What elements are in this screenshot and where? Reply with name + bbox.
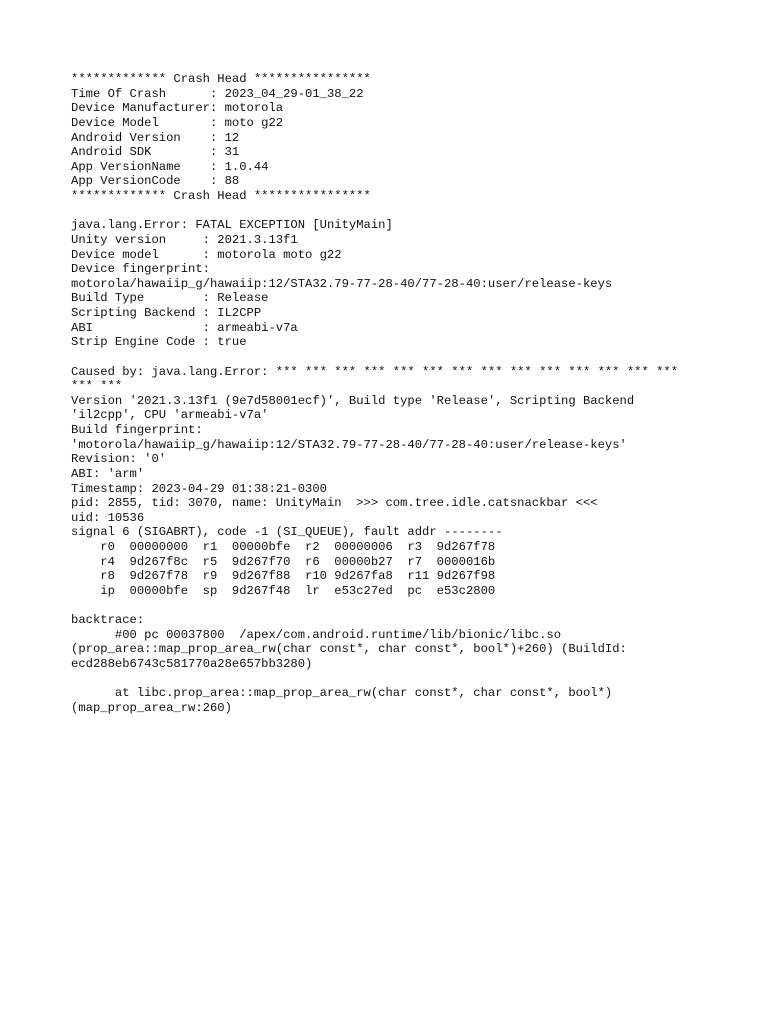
- backtrace-frame-continuation: (prop_area::map_prop_area_rw(char const*, char const*, bool*)+260) (BuildId:: [71, 642, 627, 657]
- register-row: ip 00000bfe sp 9d267f48 lr e53c27ed pc e53c2800: [71, 583, 496, 598]
- backtrace-label: backtrace:: [71, 613, 145, 628]
- blank-line: [71, 350, 731, 365]
- crash-head-banner-top: ************* Crash Head ****************: [71, 72, 371, 86]
- strip-engine-code-line: Strip Engine Code : true: [71, 335, 247, 350]
- scripting-backend-line: Scripting Backend : IL2CPP: [71, 306, 262, 320]
- unity-version-line: Unity version : 2021.3.13f1: [71, 232, 298, 247]
- register-row: r0 00000000 r1 00000bfe r2 00000006 r3 9d267f78: [71, 540, 496, 554]
- device-manufacturer-line: Device Manufacturer: motorola: [71, 101, 284, 116]
- device-fingerprint-label: Device fingerprint:: [71, 262, 210, 277]
- abi-line: ABI : armeabi-v7a: [71, 320, 298, 335]
- version-info-line: Version '2021.3.13f1 (9e7d58001ecf)', Build type 'Release', Scripting Backend: [71, 393, 635, 408]
- timestamp-line: Timestamp: 2023-04-29 01:38:21-0300: [71, 481, 327, 496]
- build-fingerprint-value: 'motorola/hawaiip_g/hawaiip:12/STA32.79-77-28-40/77-28-40:user/release-keys': [71, 437, 627, 452]
- stack-at-continuation: (map_prop_area_rw:260): [71, 700, 232, 715]
- blank-line: [71, 599, 731, 614]
- device-fingerprint-value: motorola/hawaiip_g/hawaiip:12/STA32.79-77-28-40/77-28-40:user/release-keys: [71, 276, 613, 291]
- crash-log-page: [71, 72, 731, 716]
- blank-line: [71, 204, 731, 219]
- caused-by-line: Caused by: java.lang.Error: *** *** *** *** *** *** *** *** *** *** *** *** *** ***: [71, 364, 679, 379]
- uid-line: uid: 10536: [71, 510, 145, 525]
- version-info-continuation: 'il2cpp', CPU 'armeabi-v7a': [71, 408, 269, 423]
- time-of-crash-line: Time Of Crash : 2023_04_29-01_38_22: [71, 86, 364, 101]
- caused-by-continuation: *** ***: [71, 379, 123, 394]
- register-row: r8 9d267f78 r9 9d267f88 r10 9d267fa8 r11 9d267f98: [71, 569, 496, 584]
- backtrace-build-id: ecd288eb6743c581770a28e657bb3280): [71, 657, 313, 671]
- signal-line: signal 6 (SIGABRT), code -1 (SI_QUEUE), fault addr --------: [71, 525, 503, 540]
- build-fingerprint-label: Build fingerprint:: [71, 423, 203, 437]
- android-version-line: Android Version : 12: [71, 130, 240, 145]
- android-sdk-line: Android SDK : 31: [71, 145, 240, 160]
- backtrace-frame-line: #00 pc 00037800 /apex/com.android.runtime/lib/bionic/libc.so: [71, 627, 562, 642]
- crash-head-banner-bottom: ************* Crash Head ****************: [71, 189, 371, 203]
- build-type-line: Build Type : Release: [71, 291, 269, 306]
- device-model-line: Device Model : moto g22: [71, 115, 284, 130]
- unity-device-model-line: Device model : motorola moto g22: [71, 247, 342, 262]
- stack-at-line: at libc.prop_area::map_prop_area_rw(char const*, char const*, bool*): [71, 686, 613, 701]
- app-version-code-line: App VersionCode : 88: [71, 174, 240, 189]
- pid-line: pid: 2855, tid: 3070, name: UnityMain >>> com.tree.idle.catsnackbar <<<: [71, 496, 598, 511]
- register-row: r4 9d267f8c r5 9d267f70 r6 00000b27 r7 0000016b: [71, 554, 496, 569]
- abi-arm-line: ABI: 'arm': [71, 466, 145, 481]
- fatal-exception-line: java.lang.Error: FATAL EXCEPTION [UnityMain]: [71, 218, 393, 233]
- blank-line: [71, 672, 731, 687]
- app-version-name-line: App VersionName : 1.0.44: [71, 159, 269, 174]
- revision-line: Revision: '0': [71, 452, 167, 467]
